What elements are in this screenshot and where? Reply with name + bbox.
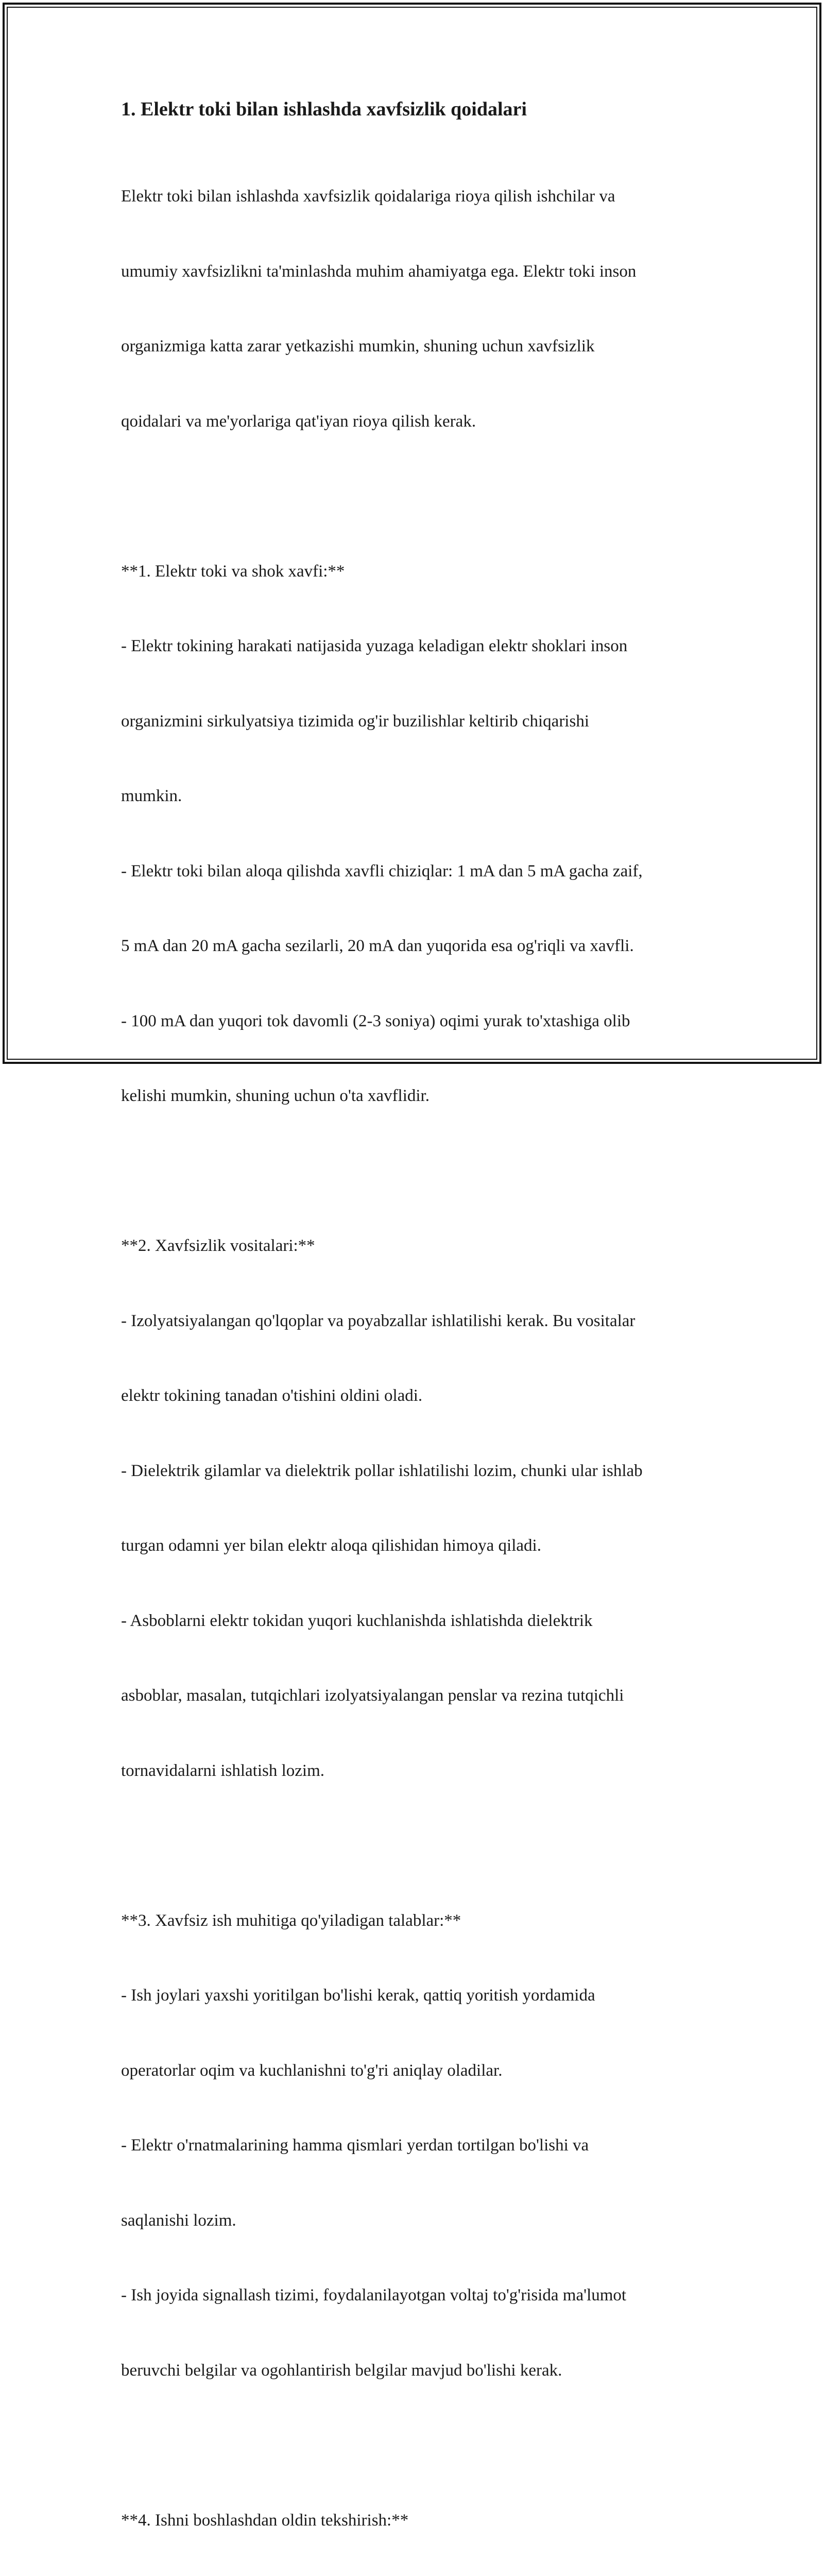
section-line: - Elektr o'rnatmalarining hamma qismlari yerdan tortilgan bo'lishi va <box>121 2133 724 2158</box>
section-line: saqlanishi lozim. <box>121 2208 724 2233</box>
section-heading: **4. Ishni boshlashdan oldin tekshirish:** <box>121 2508 724 2533</box>
section-line: 5 mA dan 20 mA gacha sezilarli, 20 mA dan yuqorida esa og'riqli va xavfli. <box>121 934 724 959</box>
section-safety-tools <box>121 1183 724 1833</box>
intro-line: umumiy xavfsizlikni ta'minlashda muhim ahamiyatga ega. Elektr toki inson <box>121 259 724 284</box>
intro-line: qoidalari va me'yorlariga qat'iyan rioya qilish kerak. <box>121 409 724 434</box>
section-line: operatorlar oqim va kuchlanishni to'g'ri aniqlay oladilar. <box>121 2058 724 2083</box>
document-title: 1. Elektr toki bilan ishlashda xavfsizlik qoidalari <box>121 97 724 122</box>
section-line: - Ish joyida signallash tizimi, foydalanilayotgan voltaj to'g'risida ma'lumot <box>121 2283 724 2308</box>
intro-paragraph <box>121 134 724 484</box>
section-line: - 100 mA dan yuqori tok davomli (2-3 soniya) oqimi yurak to'xtashiga olib <box>121 1009 724 1034</box>
section-line: beruvchi belgilar va ogohlantirish belgilar mavjud bo'lishi kerak. <box>121 2358 724 2383</box>
intro-line: Elektr toki bilan ishlashda xavfsizlik qoidalariga rioya qilish ishchilar va <box>121 184 724 209</box>
section-heading: **2. Xavfsizlik vositalari:** <box>121 1233 724 1259</box>
section-line: organizmini sirkulyatsiya tizimida og'ir buzilishlar keltirib chiqarishi <box>121 709 724 734</box>
intro-line: organizmiga katta zarar yetkazishi mumkin, shuning uchun xavfsizlik <box>121 334 724 359</box>
section-heading: **1. Elektr toki va shok xavfi:** <box>121 559 724 584</box>
section-line: tornavidalarni ishlatish lozim. <box>121 1758 724 1784</box>
section-line: - Izolyatsiyalangan qo'lqoplar va poyabzallar ishlatilishi kerak. Bu vositalar <box>121 1309 724 1334</box>
section-pre-work-check <box>121 2458 724 2576</box>
section-line: mumkin. <box>121 784 724 809</box>
section-line: - Ish joylari yaxshi yoritilgan bo'lishi kerak, qattiq yoritish yordamida <box>121 1983 724 2008</box>
document-body <box>121 97 724 2576</box>
section-work-environment <box>121 1858 724 2433</box>
section-line: - Elektr tokining harakati natijasida yuzaga keladigan elektr shoklari inson <box>121 634 724 659</box>
section-line: kelishi mumkin, shuning uchun o'ta xavflidir. <box>121 1083 724 1109</box>
section-line: elektr tokining tanadan o'tishini oldini oladi. <box>121 1383 724 1409</box>
section-shock-hazard <box>121 509 724 1159</box>
section-line: - Asboblarni elektr tokidan yuqori kuchlanishda ishlatishda dielektrik <box>121 1608 724 1634</box>
section-line: - Dielektrik gilamlar va dielektrik pollar ishlatilishi lozim, chunki ular ishlab <box>121 1459 724 1484</box>
section-heading: **3. Xavfsiz ish muhitiga qo'yiladigan talablar:** <box>121 1908 724 1934</box>
section-line: - Elektr toki bilan aloqa qilishda xavfli chiziqlar: 1 mA dan 5 mA gacha zaif, <box>121 859 724 884</box>
section-line: asboblar, masalan, tutqichlari izolyatsiyalangan penslar va rezina tutqichli <box>121 1683 724 1708</box>
section-line: turgan odamni yer bilan elektr aloqa qilishidan himoya qiladi. <box>121 1533 724 1558</box>
